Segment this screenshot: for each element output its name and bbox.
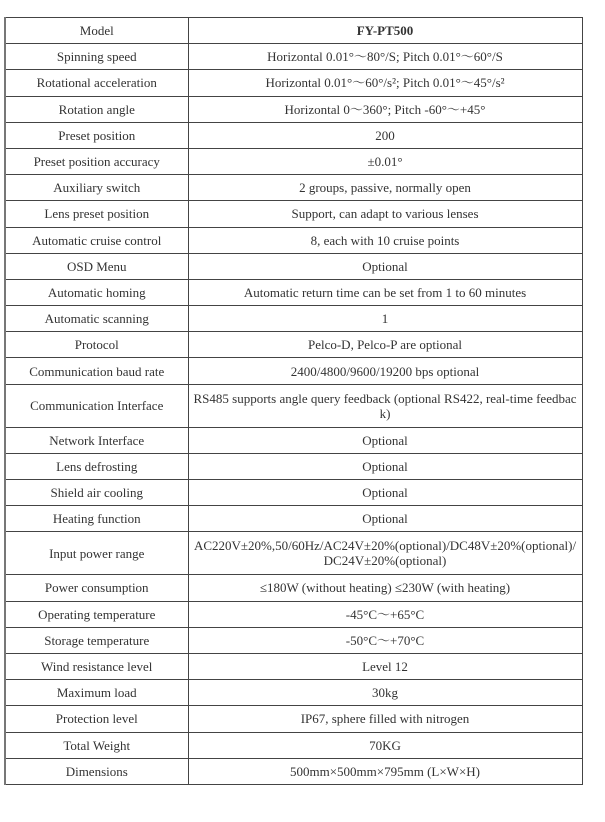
spec-value: Horizontal 0～360°; Pitch -60°～+45° <box>188 96 582 122</box>
table-row <box>5 506 582 532</box>
spec-label: Preset position <box>5 122 188 148</box>
table-row <box>5 175 582 201</box>
spec-label: Protection level <box>5 706 188 732</box>
spec-label: Total Weight <box>5 732 188 758</box>
spec-value: Horizontal 0.01°～60°/s²; Pitch 0.01°～45°/s² <box>188 70 582 96</box>
table-row <box>5 427 582 453</box>
spec-value: 2 groups, passive, normally open <box>188 175 582 201</box>
table-row <box>5 227 582 253</box>
table-row <box>5 201 582 227</box>
table-row <box>5 332 582 358</box>
spec-value: Optional <box>188 453 582 479</box>
spec-label: Heating function <box>5 506 188 532</box>
spec-label: Maximum load <box>5 680 188 706</box>
spec-value: 1 <box>188 306 582 332</box>
spec-value: Automatic return time can be set from 1 to 60 minutes <box>188 279 582 305</box>
spec-label: Lens preset position <box>5 201 188 227</box>
table-row <box>5 358 582 384</box>
spec-label: Spinning speed <box>5 44 188 70</box>
table-row <box>5 306 582 332</box>
table-row <box>5 706 582 732</box>
spec-value: AC220V±20%,50/60Hz/AC24V±20%(optional)/DC48V±20%(optional)/DC24V±20%(optional) <box>188 532 582 575</box>
table-row <box>5 253 582 279</box>
table-row <box>5 148 582 174</box>
table-row <box>5 653 582 679</box>
spec-value: -50°C～+70°C <box>188 627 582 653</box>
spec-value: Optional <box>188 480 582 506</box>
spec-label: Input power range <box>5 532 188 575</box>
spec-label: Protocol <box>5 332 188 358</box>
spec-label: Automatic cruise control <box>5 227 188 253</box>
spec-label: Network Interface <box>5 427 188 453</box>
table-row <box>5 480 582 506</box>
spec-value: Support, can adapt to various lenses <box>188 201 582 227</box>
spec-label: Storage temperature <box>5 627 188 653</box>
table-row <box>5 96 582 122</box>
spec-value: 500mm×500mm×795mm (L×W×H) <box>188 758 582 784</box>
spec-value: FY-PT500 <box>188 18 582 44</box>
spec-label: Communication baud rate <box>5 358 188 384</box>
spec-label: OSD Menu <box>5 253 188 279</box>
spec-value: Level 12 <box>188 653 582 679</box>
spec-value: 200 <box>188 122 582 148</box>
spec-label: Rotational acceleration <box>5 70 188 96</box>
spec-value: Optional <box>188 506 582 532</box>
table-row <box>5 627 582 653</box>
spec-label: Dimensions <box>5 758 188 784</box>
table-row <box>5 532 582 575</box>
spec-value: Pelco-D, Pelco-P are optional <box>188 332 582 358</box>
spec-value: IP67, sphere filled with nitrogen <box>188 706 582 732</box>
specification-table <box>4 17 583 785</box>
spec-value: Optional <box>188 427 582 453</box>
spec-label: Shield air cooling <box>5 480 188 506</box>
table-row <box>5 732 582 758</box>
table-row <box>5 575 582 601</box>
spec-value: 8, each with 10 cruise points <box>188 227 582 253</box>
table-row <box>5 122 582 148</box>
spec-value: -45°C～+65°C <box>188 601 582 627</box>
spec-label: Model <box>5 18 188 44</box>
spec-label: Preset position accuracy <box>5 148 188 174</box>
spec-label: Communication Interface <box>5 384 188 427</box>
spec-value: Horizontal 0.01°～80°/S; Pitch 0.01°～60°/S <box>188 44 582 70</box>
spec-label: Lens defrosting <box>5 453 188 479</box>
table-row <box>5 601 582 627</box>
spec-label: Wind resistance level <box>5 653 188 679</box>
spec-label: Automatic homing <box>5 279 188 305</box>
table-row-model <box>5 18 582 44</box>
spec-value: ≤180W (without heating) ≤230W (with heating) <box>188 575 582 601</box>
table-row <box>5 680 582 706</box>
spec-label: Rotation angle <box>5 96 188 122</box>
table-row <box>5 384 582 427</box>
spec-value: 70KG <box>188 732 582 758</box>
table-row <box>5 279 582 305</box>
table-row <box>5 453 582 479</box>
table-row <box>5 44 582 70</box>
spec-label: Power consumption <box>5 575 188 601</box>
spec-label: Operating temperature <box>5 601 188 627</box>
spec-value: RS485 supports angle query feedback (optional RS422, real-time feedback) <box>188 384 582 427</box>
table-row <box>5 758 582 784</box>
spec-value: 30kg <box>188 680 582 706</box>
spec-value: Optional <box>188 253 582 279</box>
table-row <box>5 70 582 96</box>
spec-label: Auxiliary switch <box>5 175 188 201</box>
spec-value: ±0.01° <box>188 148 582 174</box>
spec-value: 2400/4800/9600/19200 bps optional <box>188 358 582 384</box>
spec-label: Automatic scanning <box>5 306 188 332</box>
